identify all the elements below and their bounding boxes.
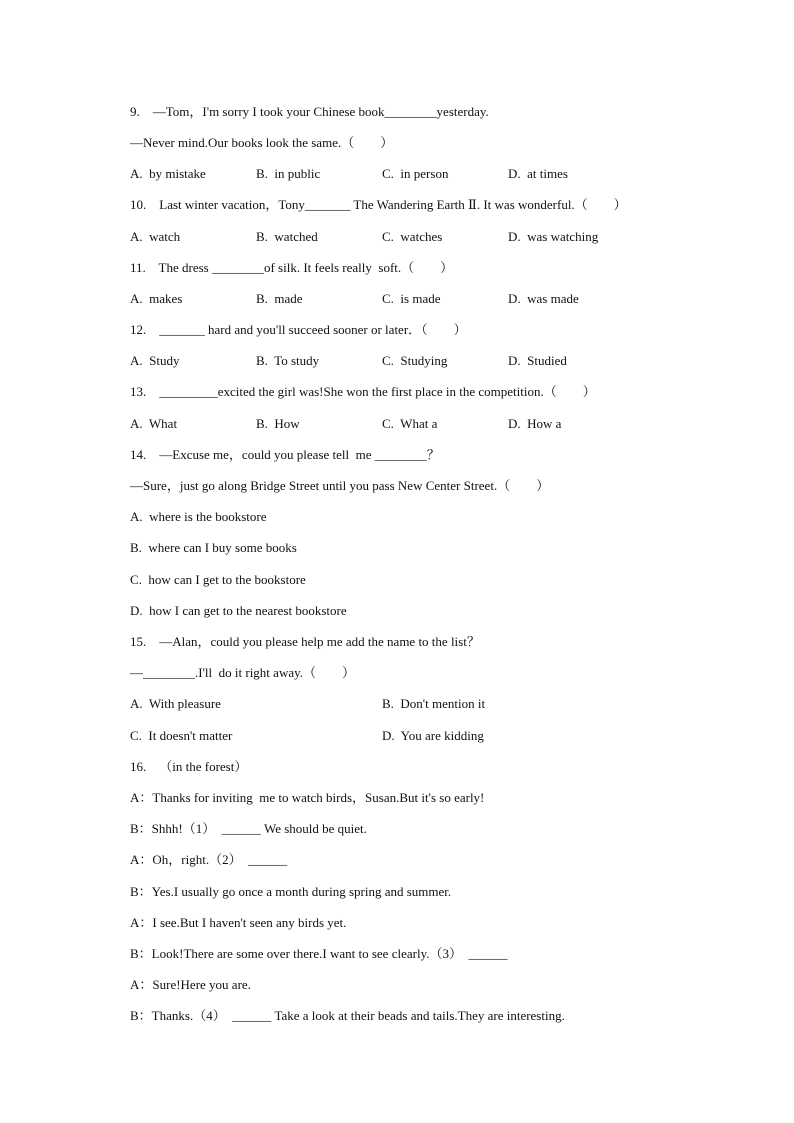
question-13-option-a: A. What — [130, 416, 178, 431]
dialogue-line: A：Thanks for inviting me to watch birds，Susan.But it's so early! — [130, 790, 485, 805]
question-14-option-d: D. how I can get to the nearest bookstore — [130, 603, 347, 618]
question-11-option-d: D. was made — [508, 291, 579, 306]
question-11-option-a: A. makes — [130, 291, 183, 306]
question-10-option-c: C. watches — [382, 229, 443, 244]
dialogue-line: B：Look!There are some over there.I want to see clearly.（3） ______ — [130, 946, 508, 961]
question-14-stem: 14. —Excuse me，could you please tell me ________？ — [130, 447, 440, 462]
question-12-option-b: B. To study — [256, 353, 320, 368]
question-15-reply: —________.I'll do it right away.（ ） — [130, 665, 356, 680]
question-16-stem: 16. （in the forest） — [130, 759, 248, 774]
question-13-option-c: C. What a — [382, 416, 438, 431]
question-15-option-a: A. With pleasure — [130, 696, 221, 711]
question-10-option-a: A. watch — [130, 229, 181, 244]
question-13-option-b: B. How — [256, 416, 300, 431]
dialogue-line: B：Thanks.（4） ______ Take a look at their beads and tails.They are interesting. — [130, 1008, 565, 1023]
question-10-option-b: B. watched — [256, 229, 318, 244]
question-14-reply: —Sure，just go along Bridge Street until you pass New Center Street.（ ） — [130, 478, 550, 493]
question-9-option-b: B. in public — [256, 166, 321, 181]
question-9-option-d: D. at times — [508, 166, 568, 181]
dialogue-line: A：Sure!Here you are. — [130, 977, 251, 992]
dialogue-line: A：Oh，right.（2） ______ — [130, 852, 288, 867]
dialogue-line: B：Shhh!（1） ______ We should be quiet. — [130, 821, 367, 836]
question-14-option-a: A. where is the bookstore — [130, 509, 267, 524]
question-9-reply: —Never mind.Our books look the same.（ ） — [130, 135, 394, 150]
question-15-option-c: C. It doesn't matter — [130, 728, 233, 743]
question-12-stem: 12. _______ hard and you'll succeed sooner or later．（ ） — [130, 322, 467, 337]
question-9-option-a: A. by mistake — [130, 166, 206, 181]
question-9-stem: 9. —Tom，I'm sorry I took your Chinese book________yesterday. — [130, 104, 489, 119]
question-14-option-b: B. where can I buy some books — [130, 540, 297, 555]
dialogue-line: A：I see.But I haven't seen any birds yet. — [130, 915, 347, 930]
question-12-option-d: D. Studied — [508, 353, 567, 368]
question-15-option-d: D. You are kidding — [382, 728, 484, 743]
question-15-stem: 15. —Alan，could you please help me add the name to the list？ — [130, 634, 480, 649]
question-10-option-d: D. was watching — [508, 229, 599, 244]
question-11-stem: 11. The dress ________of silk. It feels really soft.（ ） — [130, 260, 454, 275]
question-14-option-c: C. how can I get to the bookstore — [130, 572, 306, 587]
dialogue-line: B：Yes.I usually go once a month during spring and summer. — [130, 884, 452, 899]
question-15-option-b: B. Don't mention it — [382, 696, 486, 711]
question-11-option-c: C. is made — [382, 291, 441, 306]
question-13-stem: 13. _________excited the girl was!She won the first place in the competition.（ ） — [130, 384, 596, 399]
question-10-stem: 10. Last winter vacation，Tony_______ The Wandering Earth Ⅱ. It was wonderful.（ ） — [130, 197, 627, 212]
question-12-option-c: C. Studying — [382, 353, 448, 368]
question-13-option-d: D. How a — [508, 416, 562, 431]
question-12-option-a: A. Study — [130, 353, 180, 368]
question-11-option-b: B. made — [256, 291, 303, 306]
question-9-option-c: C. in person — [382, 166, 449, 181]
